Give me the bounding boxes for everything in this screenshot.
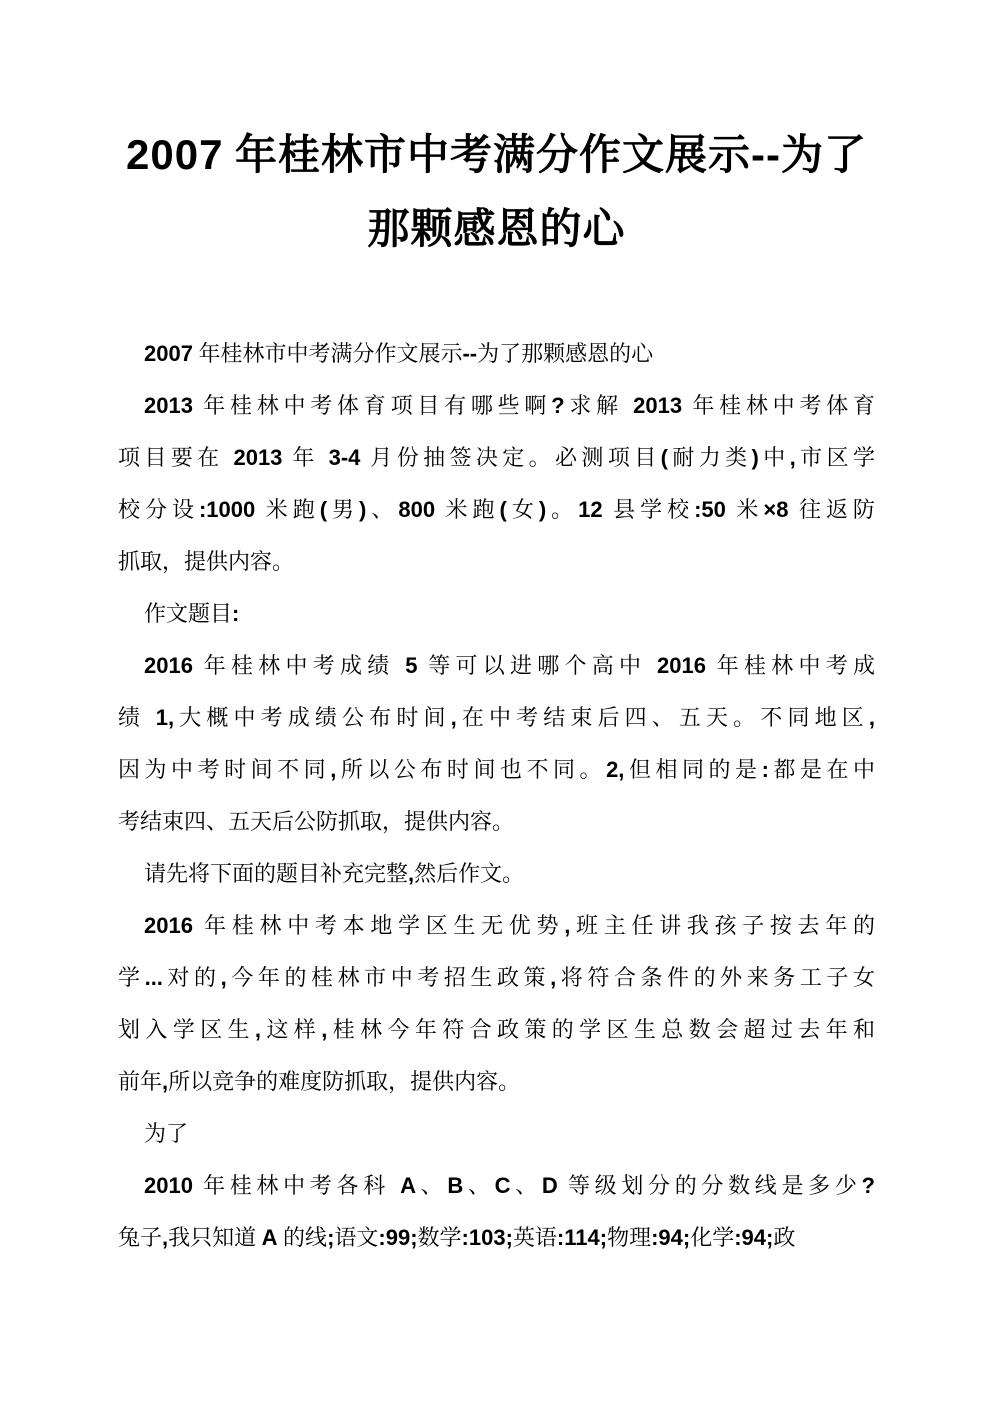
- body-line: 考结束四、五天后公防抓取，提供内容。: [118, 809, 515, 834]
- body-line: 为了: [144, 1121, 189, 1146]
- body-line: 校分设:1000 米跑(男)、800 米跑(女)。12 县学校:50 米×8 往返防: [118, 497, 875, 522]
- body-line: 2016 年桂林中考成绩 5 等可以进哪个高中 2016 年桂林中考成: [144, 653, 875, 678]
- document-content: [0, 118, 993, 1264]
- body-line: 2010 年桂林中考各科 A、B、C、D 等级划分的分数线是多少?: [144, 1173, 875, 1198]
- document-title-line-1: 2007 年桂林市中考满分作文展示--为了: [126, 131, 867, 179]
- body-line: 抓取，提供内容。: [118, 549, 295, 574]
- body-line: 前年,所以竞争的难度防抓取，提供内容。: [118, 1069, 521, 1094]
- body-line: 2013 年桂林中考体育项目有哪些啊?求解 2013 年桂林中考体育: [144, 393, 875, 418]
- body-line: 2016 年桂林中考本地学区生无优势,班主任讲我孩子按去年的: [144, 913, 875, 938]
- document-body: [118, 328, 875, 1264]
- body-line: 作文题目:: [144, 601, 240, 626]
- body-line: 兔子,我只知道 A 的线;语文:99;数学:103;英语:114;物理:94;化学:94;政: [118, 1225, 796, 1250]
- document-title: [118, 118, 875, 267]
- body-line: 绩 1,大概中考成绩公布时间,在中考结束后四、五天。不同地区,: [118, 705, 875, 730]
- body-line: 2007 年桂林市中考满分作文展示--为了那颗感恩的心: [144, 341, 654, 366]
- document-title-line-2: 那颗感恩的心: [367, 207, 626, 253]
- body-line: 因为中考时间不同,所以公布时间也不同。2,但相同的是:都是在中: [118, 757, 875, 782]
- body-line: 请先将下面的题目补充完整,然后作文。: [144, 861, 525, 886]
- body-line: 学...对的,今年的桂林市中考招生政策,将符合条件的外来务工子女: [118, 965, 875, 990]
- body-line: 划入学区生,这样,桂林今年符合政策的学区生总数会超过去年和: [118, 1017, 875, 1042]
- body-line: 项目要在 2013 年 3-4 月份抽签决定。必测项目(耐力类)中,市区学: [118, 445, 875, 470]
